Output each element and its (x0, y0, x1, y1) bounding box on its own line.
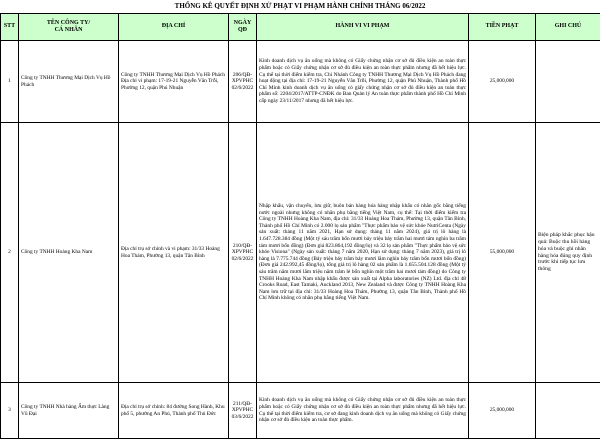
row-fine: 25,000,000 (469, 383, 536, 439)
table-header-row (1, 14, 600, 41)
col-header-stt: STT (1, 14, 19, 41)
row-fine: 25,000,000 (469, 41, 536, 123)
row-company-name: Công ty TNHH Nhà hàng Ẩm thực Làng Vũ Đại (19, 383, 119, 439)
row-violation: Nhập khẩu, vận chuyển, lưu giữ, buôn bán hàng hóa hàng nhập khẩu có nhãn gốc bằng tiếng nước ngoài nhưng không có nhãn phụ bằng tiếng Việt Nam, cụ thể: Tại thời điểm kiểm tra Công ty TNHH Hoàng Kha Nam, địa chỉ: 31/33 Hoàng Hoa Thám, Phường 13, quận Tân Bình, Thành phố Hồ Chí Minh có 2.000 lọ sản phẩm "Thực phẩm bảo vệ sức khỏe NutriCenta (Ngày sản xuất: tháng 11 năm 2021, Hạn sử dụng: tháng 11 năm 2024), giá trị lô hàng là 1.647.728.384 đồng (Một tỷ sáu trăm bốn mươi bảy triệu bảy trăm hai mươi tám nghìn ba trăm tám mươi bốn đồng) (Đơn giá 823.864,192 đồng/lọ) và 32 lọ sản phẩm "Thực phẩm bảo vệ sức khỏe Visiona" (Ngày sản xuất: tháng 7 năm 2020, Hạn sử dụng: tháng 7 năm 2023), giá trị lô hàng là 7.775.744 đồng (Bảy triệu bảy trăm bảy mươi lăm nghìn bảy trăm bốn mươi bốn đồng) (Đơn giá 242.992,45 đồng/lọ), tổng giá trị lô hàng 02 sản phẩm là 1.655.504.128 đồng (Một tỷ sáu trăm năm mươi lăm triệu năm trăm lẻ bốn nghìn một trăm hai mươi tám đồng) do Công ty TNHH Hoàng Kha Nam nhập khẩu được sản xuất tại Alpha laboratories (NZ) Ltd. địa chỉ 48 Crooks Road, East Tamaki, Auckland 2013, New Zealand và được Công ty TNHH Hoàng Kha Nam lưu trữ tại địa chỉ: 31/33 Hoàng Hoa Thám, Phường 13, quận Tân Bình, Thành phố Hồ Chí Minh không có nhãn phụ bằng tiếng Việt Nam. (257, 123, 469, 383)
row-address: Công ty TNHH Thương Mại Dịch Vụ Hồ Phách Địa chỉ vi phạm: 17-19-21 Nguyễn Văn Trỗi, Phường 12, quận Phú Nhuận (119, 41, 229, 123)
col-header-violation: HÀNH VI VI PHẠM (257, 14, 469, 41)
row-stt: 1 (1, 41, 19, 123)
col-header-decision: NGÀY QĐ (229, 14, 257, 41)
col-header-note: GHI CHÚ (536, 14, 600, 41)
page-title: THỐNG KÊ QUYẾT ĐỊNH XỬ PHẠT VI PHẠM HÀNH CHÍNH THÁNG 06/2022 (0, 0, 600, 13)
row-decision: 206/QĐ-XPVPHC 02/6/2022 (229, 41, 257, 123)
row-company-name: Công ty TNHH Thương Mại Dịch Vụ Hồ Phách (19, 41, 119, 123)
row-violation: Kinh doanh dịch vụ ăn uống mà không có Giấy chứng nhận cơ sở đủ điều kiện an toàn thực phẩm hoặc có Giấy chứng nhận cơ sở đủ điều kiện an toàn thực phẩm nhưng đã hết hiệu lực. Cụ thể tại thời điểm kiểm tra, cơ sở đang kinh doanh dịch vụ ăn uống mà không có Giấy chứng nhận cơ sở đủ điều kiện an toàn thực phẩm. (257, 383, 469, 439)
table-row (1, 123, 600, 383)
violations-table (0, 13, 600, 439)
table-row (1, 383, 600, 439)
col-header-address: ĐỊA CHỈ (119, 14, 229, 41)
row-note (536, 41, 600, 123)
row-note: Biện pháp khắc phục hậu quả: Buộc thu hồi hàng hóa và buộc ghi nhãn hàng hóa đúng quy định trước khi tiếp tục lưu thông (536, 123, 600, 383)
row-decision: 211/QĐ-XPVPHC 03/6/2022 (229, 383, 257, 439)
row-decision: 210/QĐ-XPVPHC 02/6/2022 (229, 123, 257, 383)
row-address: Địa chỉ trụ sở chính và vi phạm: 31/33 Hoàng Hoa Thám, Phường 13, quận Tân Bình (119, 123, 229, 383)
row-note (536, 383, 600, 439)
row-address: Địa chỉ trụ sở chính: 84 đường Song Hành, Khu phố 5, phường An Phú, Thành phố Thủ Đức (119, 383, 229, 439)
col-header-fine: TIỀN PHẠT (469, 14, 536, 41)
row-violation: Kinh doanh dịch vụ ăn uống mà không có Giấy chứng nhận cơ sở đủ điều kiện an toàn thực phẩm hoặc có Giấy chứng nhận cơ sở đủ điều kiện an toàn thực phẩm nhưng đã hết hiệu lực. Cụ thể tại thời điểm kiểm tra, Chi Nhánh Công ty TNHH Thương Mại Dịch Vụ Hồ Phách đang hoạt động tại địa chỉ: 17-19-21 Nguyễn Văn Trỗi, Phường 12, quận Phú Nhuận, Thành phố Hồ Chí Minh kinh doanh dịch vụ ăn uống có giấy chứng nhận cơ sở đủ điều kiện an toàn thực phẩm số: 2204/2017/ATTP-CNĐK do Ban Quản lý An toàn thực phẩm thành phố Hồ Chí Minh cấp ngày 23/11/2017 nhưng đã hết hiệu lực. (257, 41, 469, 123)
col-header-name-line1: TÊN CÔNG TY/ (20, 20, 117, 27)
row-fine: 55,000,000 (469, 123, 536, 383)
row-stt: 3 (1, 383, 19, 439)
col-header-name (19, 14, 119, 41)
table-row (1, 41, 600, 123)
row-stt: 2 (1, 123, 19, 383)
row-company-name: Công ty TNHH Hoàng Kha Nam (19, 123, 119, 383)
col-header-name-line2: CÁ NHÂN (20, 27, 117, 34)
